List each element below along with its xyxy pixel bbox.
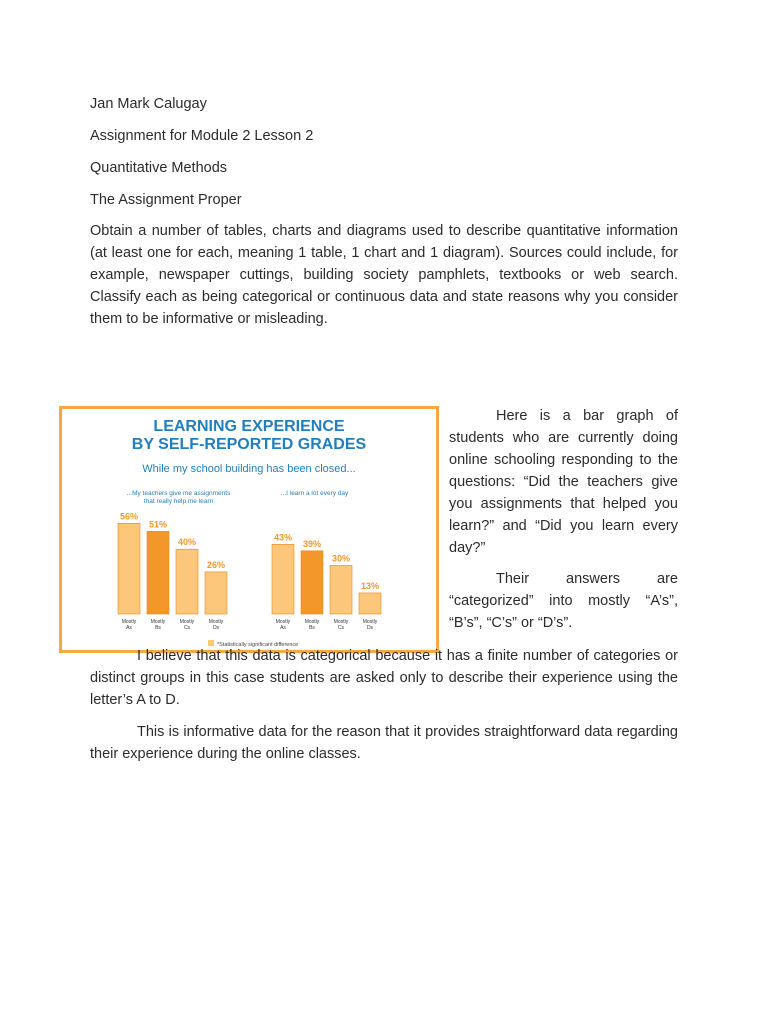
instructions-paragraph: Obtain a number of tables, charts and diagrams used to describe quantitative information (at least one for each, meaning 1 table, 1 chart and 1 diagram). Sources could include, for example, newspaper cuttings, building society pamphlets, textbooks or web search. Classify each as being categorical or continuous data and state reasons why you consider them to be informative or misleading.: [90, 223, 678, 327]
chart-title-line-2: BY SELF-REPORTED GRADES: [131, 436, 367, 453]
category-label-line-1: Mostly: [121, 619, 137, 625]
bar-value-label: 51%: [148, 519, 168, 530]
subject-title: Quantitative Methods: [90, 160, 228, 176]
bar-value-label: 43%: [273, 532, 293, 543]
bar: [205, 572, 227, 614]
informative-reasoning-paragraph: This is informative data for the reason that it provides straightforward data regarding their experience during the online classes.: [90, 724, 678, 762]
category-label-line-1: Mostly: [333, 619, 349, 625]
section-heading: The Assignment Proper: [90, 192, 242, 208]
bar: [359, 593, 381, 614]
group-label-line-1: ...I learn a lot every day: [280, 490, 349, 497]
category-label-line-2: Bs: [155, 625, 161, 631]
bar-chart: [62, 409, 436, 650]
bar: [176, 549, 198, 614]
category-label-line-1: Mostly: [304, 619, 320, 625]
category-label-line-1: Mostly: [275, 619, 291, 625]
bar-value-label: 39%: [302, 538, 322, 549]
category-label-line-1: Mostly: [362, 619, 378, 625]
chart-description-paragraph: Here is a bar graph of students who are currently doing online schooling responding to the questions: “Did the teachers give you assignments that helped you learn?” and “Did you learn every day?”: [449, 408, 678, 556]
bar: [272, 544, 294, 614]
bar: [330, 565, 352, 614]
category-label-line-2: Cs: [183, 625, 191, 631]
author-name: Jan Mark Calugay: [90, 96, 207, 112]
chart-title-line-1: LEARNING EXPERIENCE: [153, 418, 345, 435]
bar-value-label: 26%: [206, 559, 226, 570]
group-label-line-1: ...My teachers give me assignments: [126, 490, 231, 497]
category-label-line-1: Mostly: [208, 619, 224, 625]
category-label-line-1: Mostly: [150, 619, 166, 625]
category-label-line-2: As: [126, 625, 132, 631]
category-label-line-2: Bs: [309, 625, 315, 631]
category-label-line-2: Ds: [212, 625, 220, 631]
chart-subtitle: While my school building has been closed...: [142, 463, 356, 475]
bar-value-label: 40%: [177, 537, 197, 548]
assignment-title: Assignment for Module 2 Lesson 2: [90, 128, 314, 144]
bar-chart-figure: [59, 406, 439, 653]
bar-value-label: 30%: [331, 553, 351, 564]
category-label-line-2: Cs: [337, 625, 345, 631]
bar-value-label: 56%: [119, 511, 139, 522]
bar: [301, 551, 323, 614]
group-label-line-2: that really help me learn: [143, 498, 214, 505]
bar-value-label: 13%: [360, 580, 380, 591]
category-label-line-2: As: [280, 625, 286, 631]
bar: [147, 531, 169, 614]
legend-label: *Statistically significant difference: [217, 642, 299, 648]
category-label-line-1: Mostly: [179, 619, 195, 625]
category-label-line-2: Ds: [366, 625, 374, 631]
categorical-reasoning-paragraph: I believe that this data is categorical because it has a finite number of categories or distinct groups in this case students are asked only to describe their experience using the letter’s A to D.: [90, 648, 678, 708]
bar: [118, 523, 140, 614]
categories-paragraph: Their answers are “categorized” into mostly “A’s”, “B’s”, “C’s” or “D’s”.: [449, 571, 678, 631]
